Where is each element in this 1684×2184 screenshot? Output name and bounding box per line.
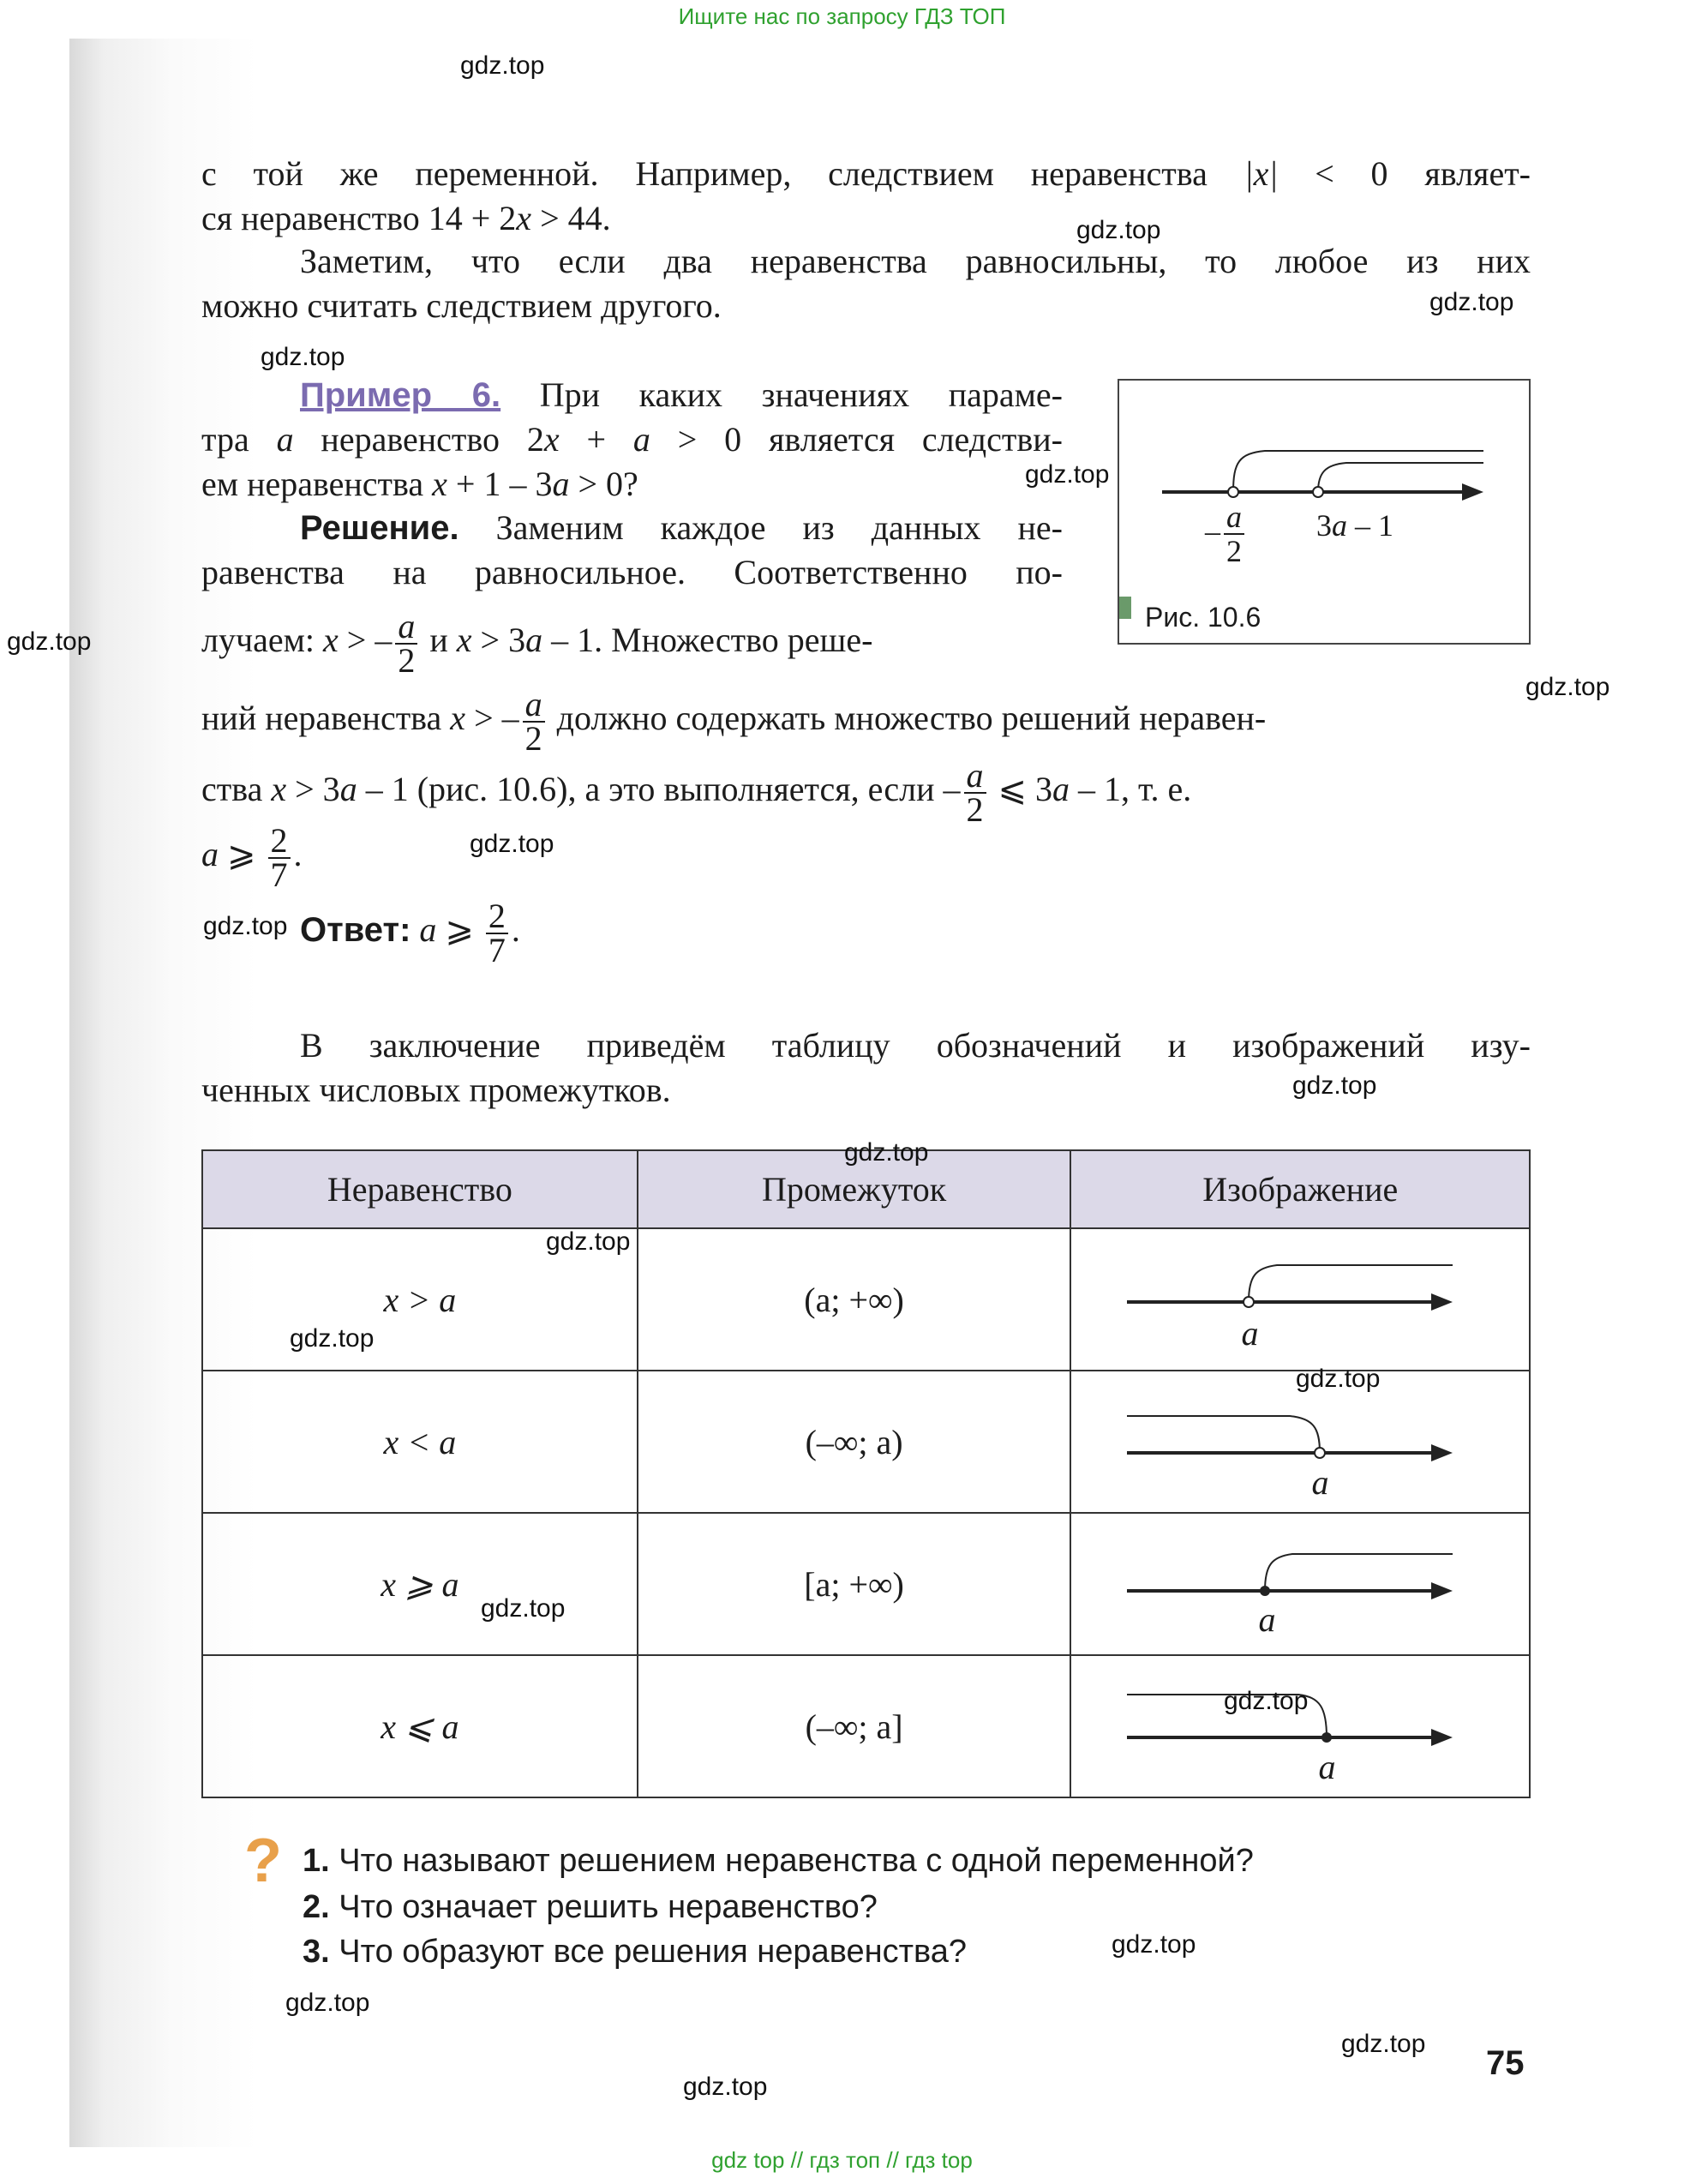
interval-cell: (–∞; a) xyxy=(638,1371,1071,1513)
paragraph-line: ся неравенство 14 + 2x > 44. xyxy=(201,199,611,237)
number-line-closed-left xyxy=(1071,1656,1513,1798)
watermark: gdz.top xyxy=(1025,460,1110,489)
table-row xyxy=(202,1513,1530,1655)
example-line: Пример 6. При каких значениях параме- xyxy=(300,375,1063,414)
question-item: 3. Что образуют все решения неравенства? xyxy=(303,1934,968,1970)
point-label: a xyxy=(1241,1314,1259,1353)
watermark: gdz.top xyxy=(844,1138,929,1167)
point-label: a xyxy=(1258,1600,1276,1639)
watermark: gdz.top xyxy=(285,1989,370,2017)
table-row xyxy=(202,1228,1530,1371)
watermark: gdz.top xyxy=(1341,2030,1426,2058)
solution-line: ний неравенства x > – $\frac{a}{2}$ должно содержать множество решений нерaвен- xyxy=(201,685,1267,758)
watermark: gdz.top xyxy=(1112,1930,1196,1959)
point-label: a xyxy=(1311,1463,1329,1502)
inequality-cell: x ⩽ a xyxy=(202,1655,638,1797)
example-line: тра a неравенство 2x + a > 0 является следстви- xyxy=(201,420,1063,459)
inequality-cell: x < a xyxy=(202,1371,638,1513)
header-image: Изображение xyxy=(1070,1150,1530,1228)
caption-marker xyxy=(1119,597,1131,619)
solution-line: равенства на равносильное. Соответственно по- xyxy=(201,553,1063,591)
label-3a-minus-1: 3a – 1 xyxy=(1316,508,1393,543)
watermark: gdz.top xyxy=(261,343,345,371)
question-item: 1. Что называют решением неравенства с одной переменной? xyxy=(303,1843,1254,1879)
solution-label: Решение. xyxy=(300,509,459,547)
watermark: gdz.top xyxy=(1224,1687,1309,1715)
figure-caption: Рис. 10.6 xyxy=(1145,602,1262,633)
paragraph-line: можно считать следствием другого. xyxy=(201,286,722,325)
answer-line: Ответ: a ⩾ $\frac{2}{7}$ . xyxy=(300,897,520,969)
conclusion-line: ченных числовых промежутков. xyxy=(201,1071,671,1109)
interval-cell: [a; +∞) xyxy=(638,1513,1071,1655)
paragraph-line: Заметим, что если два неравенства равносильны, то любое из них xyxy=(300,242,1531,280)
solution-line: Решение. Заменим каждое из данных не- xyxy=(300,508,1063,547)
watermark: gdz.top xyxy=(203,912,288,940)
conclusion-line: В заключение приведём таблицу обозначений и изображений изу- xyxy=(300,1026,1531,1065)
watermark: gdz.top xyxy=(7,627,92,656)
interval-cell: (–∞; a] xyxy=(638,1655,1071,1797)
watermark: gdz.top xyxy=(1296,1365,1381,1393)
inequality-cell: x > a xyxy=(202,1228,638,1371)
header-inequality: Неравенство xyxy=(202,1150,638,1228)
answer-label: Ответ: xyxy=(300,911,411,950)
watermark: gdz.top xyxy=(481,1594,566,1623)
watermark: gdz.top xyxy=(683,2073,768,2101)
watermark: gdz.top xyxy=(546,1227,631,1256)
top-banner[interactable]: Ищите нас по запросу ГДЗ ТОП xyxy=(678,3,1006,29)
example-title: Пример 6. xyxy=(300,376,501,414)
watermark: gdz.top xyxy=(1292,1071,1377,1100)
image-cell xyxy=(1070,1655,1530,1797)
page-number: 75 xyxy=(1486,2044,1525,2082)
point-label: a xyxy=(1318,1748,1336,1786)
figure-10-6 xyxy=(1118,379,1531,645)
example-line: ем неравенства x + 1 – 3a > 0? xyxy=(201,465,638,503)
image-cell xyxy=(1070,1513,1530,1655)
number-line-open-right xyxy=(1071,1229,1513,1371)
header-interval: Промежуток xyxy=(638,1150,1071,1228)
inequality-cell: x ⩾ a xyxy=(202,1513,638,1655)
question-item: 2. Что означает решить неравенство? xyxy=(303,1889,878,1925)
label-minus-a-half: – $\frac{a}{2}$ xyxy=(1205,501,1248,567)
watermark: gdz.top xyxy=(1076,216,1161,244)
solution-line: ства x > 3a – 1 (рис. 10.6), а это выполняется, если – $\frac{a}{2}$ ⩽ 3a – 1, т. е. xyxy=(201,756,1192,829)
watermark: gdz.top xyxy=(1525,673,1610,701)
question-mark-icon: ? xyxy=(244,1827,282,1895)
table-row xyxy=(202,1655,1530,1797)
watermark: gdz.top xyxy=(470,830,554,858)
number-line-open-left xyxy=(1071,1371,1513,1514)
watermark: gdz.top xyxy=(1429,288,1514,316)
number-line-closed-right xyxy=(1071,1514,1513,1656)
intervals-table xyxy=(201,1149,1531,1798)
solution-line: a ⩾ $\frac{2}{7}$ . xyxy=(201,821,303,894)
watermark: gdz.top xyxy=(460,51,545,80)
image-cell xyxy=(1070,1228,1530,1371)
interval-cell: (a; +∞) xyxy=(638,1228,1071,1371)
footer-links[interactable]: gdz top // гдз топ // гдз top xyxy=(711,2147,973,2173)
solution-line: лучаем: x > – $\frac{a}{2}$ и x > 3a – 1. Множество реше- xyxy=(201,607,873,680)
paragraph-line: с той же переменной. Например, следствием неравенства |x| < 0 являет- xyxy=(201,154,1531,193)
watermark: gdz.top xyxy=(290,1324,375,1353)
